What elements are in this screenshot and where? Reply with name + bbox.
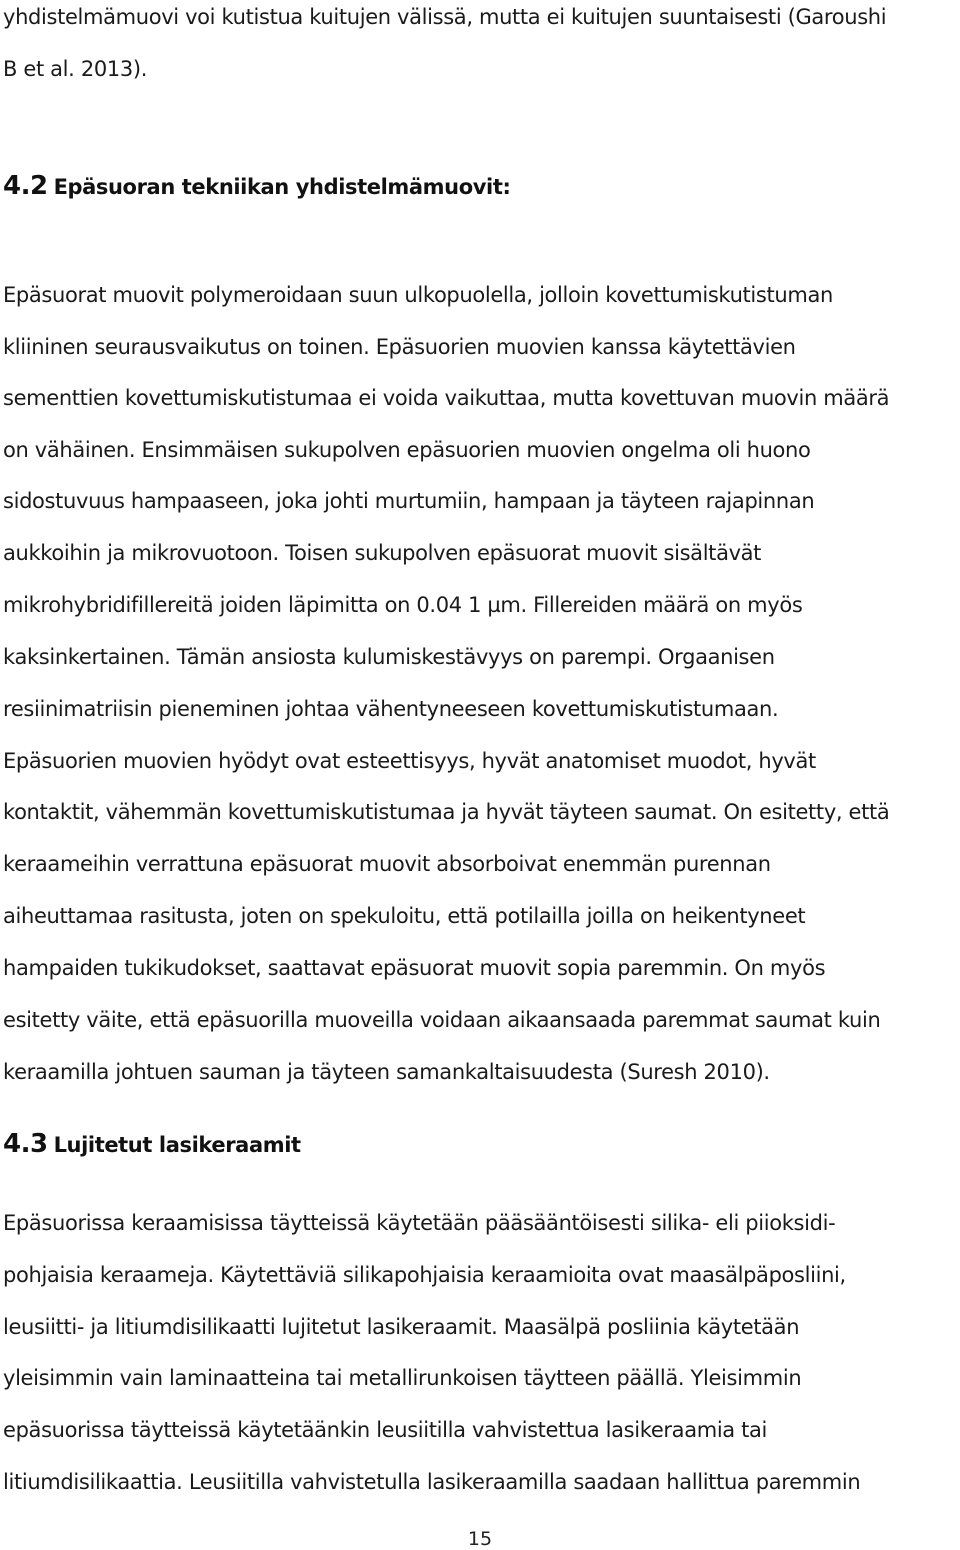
paragraph-line: Epäsuorissa keraamisissa täytteissä käytetään pääsääntöisesti silika- eli piioksidi- — [3, 1211, 836, 1235]
paragraph-line: leusiitti- ja litiumdisilikaatti lujitetut lasikeraamit. Maasälpä posliinia käytetään — [3, 1315, 800, 1339]
section-title: Lujitetut lasikeraamit — [53, 1133, 301, 1157]
paragraph-line: pohjaisia keraameja. Käytettäviä silikapohjaisia keraamioita ovat maasälpäposliini, — [3, 1263, 846, 1287]
paragraph-line: keraameihin verrattuna epäsuorat muovit absorboivat enemmän purennan — [3, 852, 771, 876]
paragraph-line: sidostuvuus hampaaseen, joka johti murtumiin, hampaan ja täyteen rajapinnan — [3, 489, 815, 513]
paragraph-line: mikrohybridifillereitä joiden läpimitta on 0.04 1 µm. Fillereiden määrä on myös — [3, 593, 803, 617]
section-heading-4-2 — [3, 171, 510, 201]
paragraph-line: aiheuttamaa rasitusta, joten on spekuloitu, että potilailla joilla on heikentyneet — [3, 904, 806, 928]
paragraph-line: aukkoihin ja mikrovuotoon. Toisen sukupolven epäsuorat muovit sisältävät — [3, 541, 762, 565]
section-title: Epäsuoran tekniikan yhdistelmämuovit: — [53, 175, 511, 199]
paragraph-line: keraamilla johtuen sauman ja täyteen samankaltaisuudesta (Suresh 2010). — [3, 1060, 770, 1084]
paragraph-line: kaksinkertainen. Tämän ansiosta kulumiskestävyys on parempi. Orgaanisen — [3, 645, 775, 669]
section-number: 4.3 — [3, 1129, 48, 1159]
paragraph-line: B et al. 2013). — [3, 57, 148, 81]
paragraph-line: on vähäinen. Ensimmäisen sukupolven epäsuorien muovien ongelma oli huono — [3, 438, 811, 462]
page-number: 15 — [467, 1528, 493, 1550]
paragraph-line: yleisimmin vain laminaatteina tai metallirunkoisen täytteen päällä. Yleisimmin — [3, 1366, 802, 1390]
paragraph-line: resiinimatriisin pieneminen johtaa vähentyneeseen kovettumiskutistumaan. — [3, 697, 779, 721]
section-heading-4-3 — [3, 1129, 301, 1159]
paragraph-line: kontaktit, vähemmän kovettumiskutistumaa ja hyvät täyteen saumat. On esitetty, että — [3, 800, 890, 824]
paragraph-line: Epäsuorat muovit polymeroidaan suun ulkopuolella, jolloin kovettumiskutistuman — [3, 283, 833, 307]
paragraph-line: hampaiden tukikudokset, saattavat epäsuorat muovit sopia paremmin. On myös — [3, 956, 826, 980]
paragraph-line: yhdistelmämuovi voi kutistua kuitujen välissä, mutta ei kuitujen suuntaisesti (Garoushi — [3, 5, 887, 29]
paragraph-line: sementtien kovettumiskutistumaa ei voida vaikuttaa, mutta kovettuvan muovin määrä — [3, 386, 890, 410]
paragraph-line: litiumdisilikaattia. Leusiitilla vahvistetulla lasikeraamilla saadaan hallittua paremmin — [3, 1470, 861, 1494]
paragraph-line: kliininen seurausvaikutus on toinen. Epäsuorien muovien kanssa käytettävien — [3, 335, 796, 359]
paragraph-line: esitetty väite, että epäsuorilla muoveilla voidaan aikaansaada paremmat saumat kuin — [3, 1008, 881, 1032]
paragraph-line: epäsuorissa täytteissä käytetäänkin leusiitilla vahvistettua lasikeraamia tai — [3, 1418, 768, 1442]
paragraph-line: Epäsuorien muovien hyödyt ovat esteettisyys, hyvät anatomiset muodot, hyvät — [3, 749, 816, 773]
section-number: 4.2 — [3, 171, 48, 201]
